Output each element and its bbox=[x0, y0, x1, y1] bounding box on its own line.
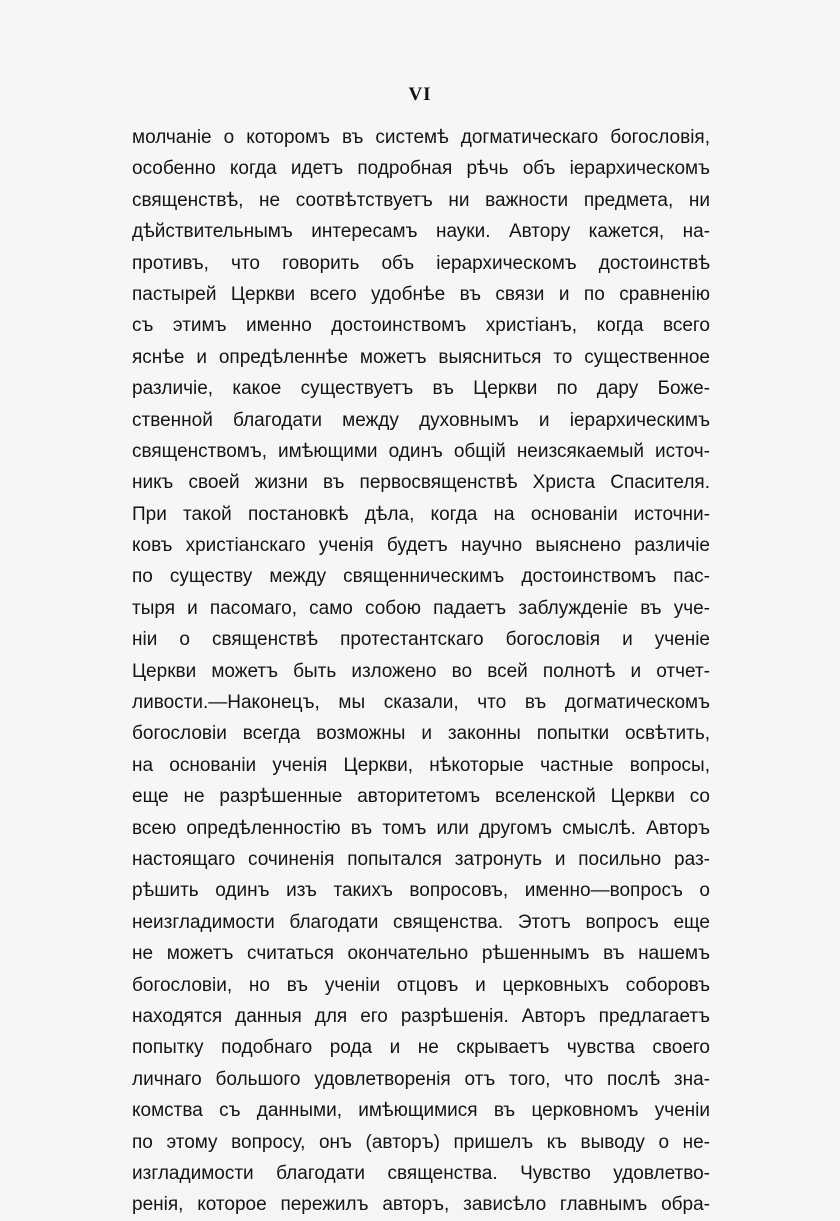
text-line: личнаго большого удовлетворенiя отъ того, что послѣ зна- bbox=[132, 1068, 710, 1090]
text-line: противъ, что говорить объ iерархическомъ достоинствѣ bbox=[132, 252, 710, 274]
text-line: съ этимъ именно достоинствомъ христiанъ, когда всего bbox=[132, 315, 710, 337]
text-line: комства съ данными, имѣющимися въ церковномъ ученiи bbox=[132, 1100, 710, 1122]
text-line: рѣшить одинъ изъ такихъ вопросовъ, именно—вопросъ о bbox=[132, 880, 710, 902]
text-line: пастырей Церкви всего удобнѣе въ связи и по сравненiю bbox=[132, 283, 710, 305]
text-line: еще не разрѣшенные авторитетомъ вселенской Церкви со bbox=[132, 786, 710, 808]
text-line: изгладимости благодати священства. Чувство удовлетво- bbox=[132, 1162, 710, 1184]
text-line: особенно когда идетъ подробная рѣчь объ iерархическомъ bbox=[132, 158, 710, 180]
body-text bbox=[132, 122, 710, 1221]
text-line: яснѣе и опредѣленнѣе можетъ выясниться то существенное bbox=[132, 346, 710, 368]
text-line: не можетъ считаться окончательно рѣшеннымъ въ нашемъ bbox=[132, 943, 710, 965]
text-line: ливости.—Наконецъ, мы сказали, что въ догматическомъ bbox=[132, 692, 710, 714]
text-line: на основанiи ученiя Церкви, нѣкоторые частные вопросы, bbox=[132, 754, 710, 776]
text-line: священствомъ, имѣющими одинъ общiй неизсякаемый источ- bbox=[132, 440, 710, 462]
text-line: богословiи всегда возможны и законны попытки освѣтить, bbox=[132, 723, 710, 745]
text-line: ренiя, которое пережилъ авторъ, зависѣло главнымъ обра- bbox=[132, 1194, 710, 1216]
text-line: настоящаго сочиненiя попытался затронуть и посильно раз- bbox=[132, 848, 710, 870]
text-line: молчанiе о которомъ въ системѣ догматическаго богословiя, bbox=[132, 127, 710, 148]
text-line: богословiи, но въ ученiи отцовъ и церковныхъ соборовъ bbox=[132, 974, 710, 996]
text-line: по этому вопросу, онъ (авторъ) пришелъ къ выводу о не- bbox=[132, 1131, 710, 1153]
text-line: священствѣ, не соотвѣтствуетъ ни важности предмета, ни bbox=[132, 189, 710, 211]
page-number: VI bbox=[408, 84, 432, 105]
text-line: находятся данныя для его разрѣшенiя. Авторъ предлагаетъ bbox=[132, 1005, 710, 1027]
text-line: нiи о священствѣ протестантскаго богословiя и ученiе bbox=[132, 629, 710, 651]
text-line: тыря и пасомаго, само собою падаетъ заблужденiе въ уче- bbox=[132, 597, 710, 619]
text-line: неизгладимости благодати священства. Этотъ вопросъ еще bbox=[132, 911, 710, 933]
text-line: по существу между священническимъ достоинствомъ пас- bbox=[132, 566, 710, 588]
text-line: различiе, какое существуетъ въ Церкви по дару Боже- bbox=[132, 378, 710, 400]
text-line: Церкви можетъ быть изложено во всей полнотѣ и отчет- bbox=[132, 660, 710, 682]
text-line: дѣйствительнымъ интересамъ науки. Автору кажется, на- bbox=[132, 221, 710, 243]
text-line: всею опредѣленностiю въ томъ или другомъ смыслѣ. Авторъ bbox=[132, 817, 710, 839]
text-line: ковъ христiанскаго ученiя будетъ научно выяснено различiе bbox=[132, 535, 710, 557]
text-line: При такой постановкѣ дѣла, когда на основанiи источни- bbox=[132, 503, 710, 525]
text-line: никъ своей жизни въ первосвященствѣ Христа Спасителя. bbox=[132, 472, 710, 494]
text-line: ственной благодати между духовнымъ и iерархическимъ bbox=[132, 409, 710, 431]
text-line: попытку подобнаго рода и не скрываетъ чувства своего bbox=[132, 1037, 710, 1059]
